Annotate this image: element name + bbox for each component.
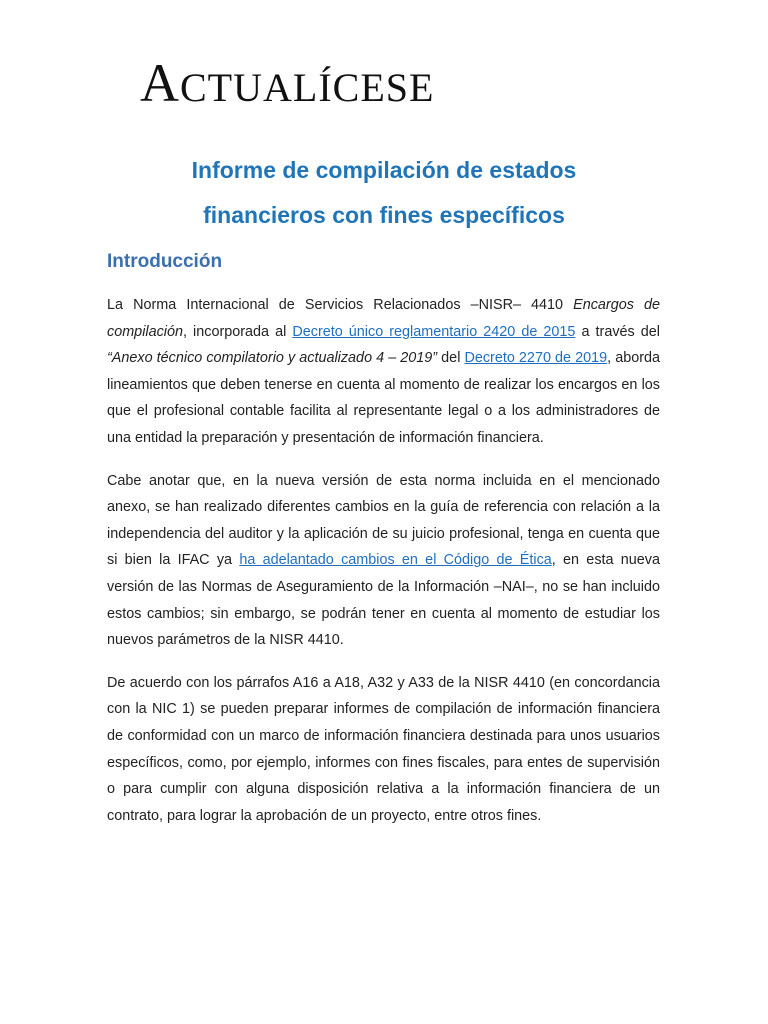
p1-text-3: a través del [575,323,660,340]
p2-text-1: Cabe anotar que, en la nueva versión de esta norma incluida en el mencionado anexo, se han realizado diferentes cambios en la guía de referencia con relación a la independencia del auditor y la aplicación de su juicio profesional, tenga en cuenta que si bien la IFAC ya [107,472,660,569]
p1-italic-1: Encargos de compilación [107,297,660,340]
paragraph-3: De acuerdo con los párrafos A16 a A18, A32 y A33 de la NISR 4410 (en concordancia con la NIC 1) se pueden preparar informes de compilación de información financiera de conformidad con un marco de información financiera destinada para unos usuarios específicos, como, por ejemplo, informes con fines fiscales, para entes de supervisión o para cumplir con alguna disposición relativa a la información financiera de un contrato, para lograr la aprobación de un proyecto, entre otros fines. [107,674,660,824]
link-codigo-etica[interactable]: ha adelantado cambios en el Código de Ética [239,552,552,569]
p1-italic-2: “Anexo técnico compilatorio y actualizado 4 – 2019” [107,350,438,367]
p1-text-5: , aborda lineamientos que deben tenerse en cuenta al momento de realizar los encargos en los que el profesional contable facilita al representante legal o a los administradores de una entidad la preparación y presentación de información financiera. [107,350,661,446]
paragraph-2 [107,468,660,654]
logo-initial: A [140,53,180,113]
paragraph-1 [107,292,660,452]
p1-text-4: del [437,350,465,367]
title-line-2: financieros con fines específicos [203,202,565,228]
p1-text-2: , incorporada al [183,323,293,340]
body-text [107,292,660,845]
title-line-1: Informe de compilación de estados [191,157,577,183]
p1-text-1: La Norma Internacional de Servicios Relacionados –NISR– 4410 [107,297,574,313]
logo-rest: CTUALÍCESE [180,65,435,110]
link-decreto-2270[interactable]: Decreto 2270 de 2019 [464,350,608,367]
section-heading: Introducción [107,251,223,272]
document-title [0,148,768,238]
brand-logo [140,52,434,114]
link-decreto-2420[interactable]: Decreto único reglamentario 2420 de 2015 [292,323,576,340]
p2-text-2: , en esta nueva versión de las Normas de Aseguramiento de la Información –NAI–, no se han incluido estos cambios; sin embargo, se podrán tener en cuenta al momento de estudiar los nuevos parámetros de la NISR 4410. [107,552,660,649]
